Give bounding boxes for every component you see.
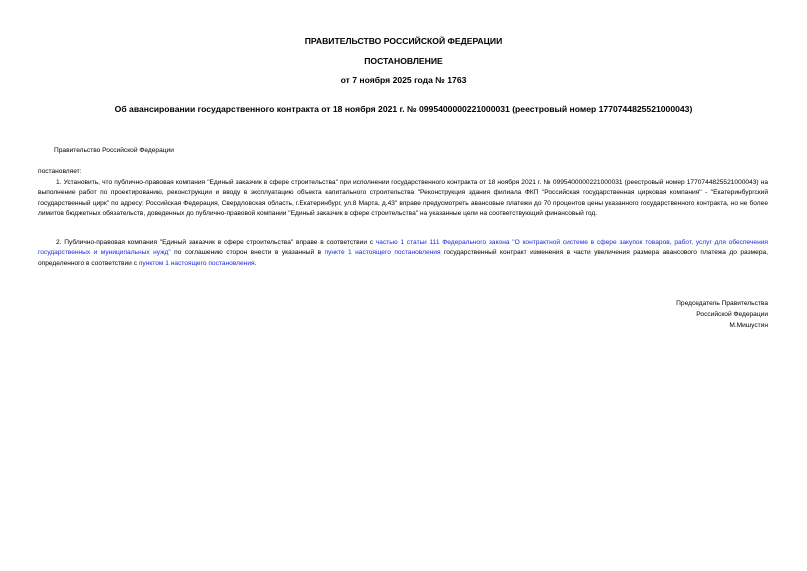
date-number-heading: от 7 ноября 2025 года № 1763	[340, 75, 467, 85]
point-1-reference-link[interactable]: пунктом 1 настоящего постановления	[138, 259, 255, 267]
paragraph-1: 1. Установить, что публично-правовая компания "Единый заказчик в сфере строительства" при исполнении государственного контракта от 18 ноября 2021 г. № 0995400000221000031 (реестровый номер 1770744825521000043) на выполнение работ по проектированию, реконструкции и вводу в эксплуатацию объекта капитального строительства "Реконструкция здания филиала ФКП "Российская государственная цирковая компания" - "Екатеринбургский государственный цирк" по адресу: Российская Федерация, Свердловская область, г.Екатеринбург, ул.8 Марта, д.43" вправе предусмотреть авансовые платежи до 70 процентов цены указанного государственного контракта, но не более лимитов бюджетных обязательств, доведенных до публично-правовой компании "Единый заказчик в сфере строительства" на указанные цели на соответствующий финансовый год.	[38, 179, 768, 218]
paragraph-2-text: .	[254, 259, 257, 267]
signature-name: М.Мишустин	[729, 322, 768, 329]
document-title: Об авансировании государственного контракта от 18 ноября 2021 г. № 0995400000221000031 (реестровый номер 1770744825521000043)	[114, 104, 693, 114]
paragraph-2	[38, 238, 768, 269]
paragraph-2-text: государственный контракт изменения в части увеличения размера авансового платежа до размера, определенного в соответствии с	[38, 249, 768, 267]
resolves-text: постановляет:	[38, 168, 82, 175]
signature-position-line1: Председатель Правительства	[676, 300, 768, 307]
document-type-heading: ПОСТАНОВЛЕНИЕ	[364, 56, 443, 66]
signature-position-line2: Российской Федерации	[696, 311, 768, 318]
law-article-link[interactable]: частью 1 статьи 111 Федерального закона "О контрактной системе в сфере закупок товаров, работ, услуг для обеспечения государственных и муниципальных нужд"	[38, 239, 768, 257]
paragraph-2-text: 2. Публично-правовая компания "Единый заказчик в сфере строительства" вправе в соответствии с	[56, 239, 376, 246]
government-heading: ПРАВИТЕЛЬСТВО РОССИЙСКОЙ ФЕДЕРАЦИИ	[304, 36, 503, 46]
paragraph-2-text: по соглашению сторон внести в указанный в	[170, 249, 325, 257]
issuer-text: Правительство Российской Федерации	[54, 147, 174, 154]
point-1-link[interactable]: пункте 1 настоящего постановления	[324, 249, 441, 257]
